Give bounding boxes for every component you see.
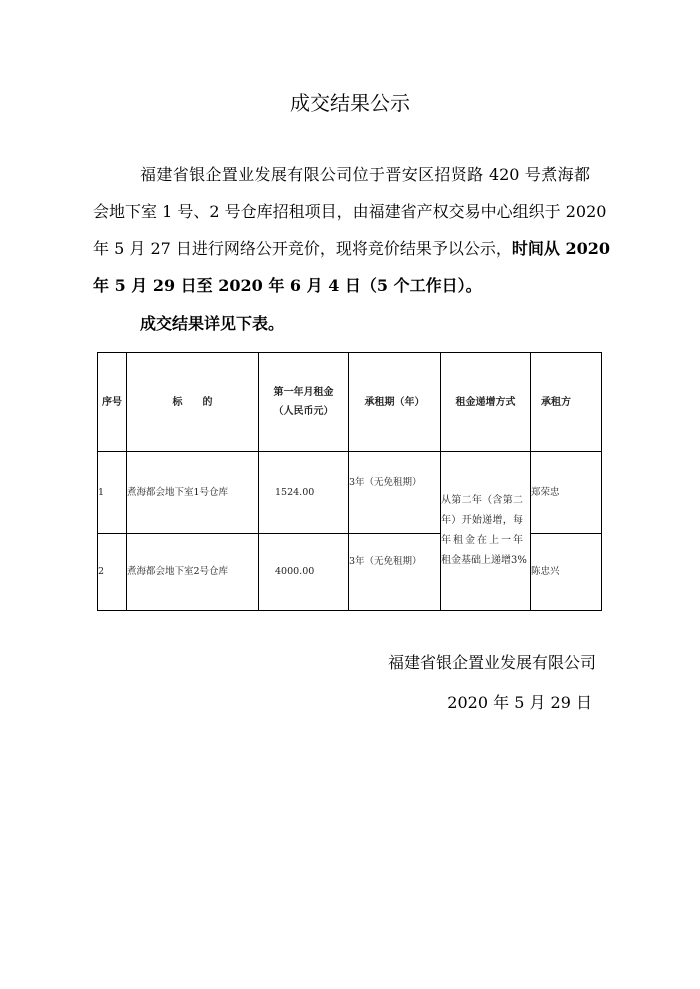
row-subject-cell: 煮海都会地下室1号仓库: [127, 452, 259, 534]
increase-method-cell: [441, 452, 531, 611]
paragraph-line-3-normal: 年 5 月 27 日进行网络公开竞价，现将竞价结果予以公示，: [93, 239, 512, 258]
paragraph-line-3-bold: 时间从 2020: [511, 239, 610, 258]
result-table: [97, 352, 602, 611]
signature-company: 福建省银企置业发展有限公司: [387, 653, 596, 672]
row-index-cell: 2: [98, 534, 127, 611]
row-term-cell: 3年（无免租期）: [349, 452, 441, 534]
increase-method-line: 年租金在上一年: [441, 535, 523, 546]
header-increase-method: 租金递增方式: [441, 353, 531, 452]
header-rent: [259, 353, 349, 452]
announcement-paragraph: [93, 156, 610, 304]
paragraph-line-3: [93, 230, 610, 267]
table-header-row: [98, 353, 602, 452]
increase-method-line: 年）开始递增，每: [441, 515, 523, 526]
row-rent-cell: 4000.00: [259, 534, 349, 611]
header-term: 承租期（年）: [349, 353, 441, 452]
increase-method-line: 从第二年（含第二: [441, 495, 523, 506]
paragraph-line-4: 年 5 月 29 日至 2020 年 6 月 4 日（5 个工作日）。: [93, 276, 482, 295]
row-subject-cell: 煮海都会地下室2号仓库: [127, 534, 259, 611]
increase-method-line: 租金基础上递增3%: [441, 555, 527, 566]
header-lessee: 承租方: [531, 353, 602, 452]
row-lessee-cell: 陈忠兴: [531, 534, 602, 611]
header-rent-line-1: 第一年月租金: [273, 387, 334, 398]
paragraph-line-1: 福建省银企置业发展有限公司位于晋安区招贤路 420 号煮海都: [140, 165, 590, 184]
signature-date: 2020 年 5 月 29 日: [447, 693, 592, 712]
row-lessee-cell: 郑荣忠: [531, 452, 602, 534]
table-note: 成交结果详见下表。: [140, 314, 285, 333]
header-rent-line-2: （人民币元）: [273, 406, 334, 417]
paragraph-line-2: 会地下室 1 号、2 号仓库招租项目，由福建省产权交易中心组织于 2020: [93, 202, 607, 221]
row-term-cell: 3年（无免租期）: [349, 534, 441, 611]
header-subject: 标 的: [127, 353, 259, 452]
table-row: [98, 452, 602, 534]
row-index-cell: 1: [98, 452, 127, 534]
document-title: 成交结果公示: [290, 91, 410, 115]
row-rent-cell: 1524.00: [259, 452, 349, 534]
header-index: 序号: [98, 353, 127, 452]
